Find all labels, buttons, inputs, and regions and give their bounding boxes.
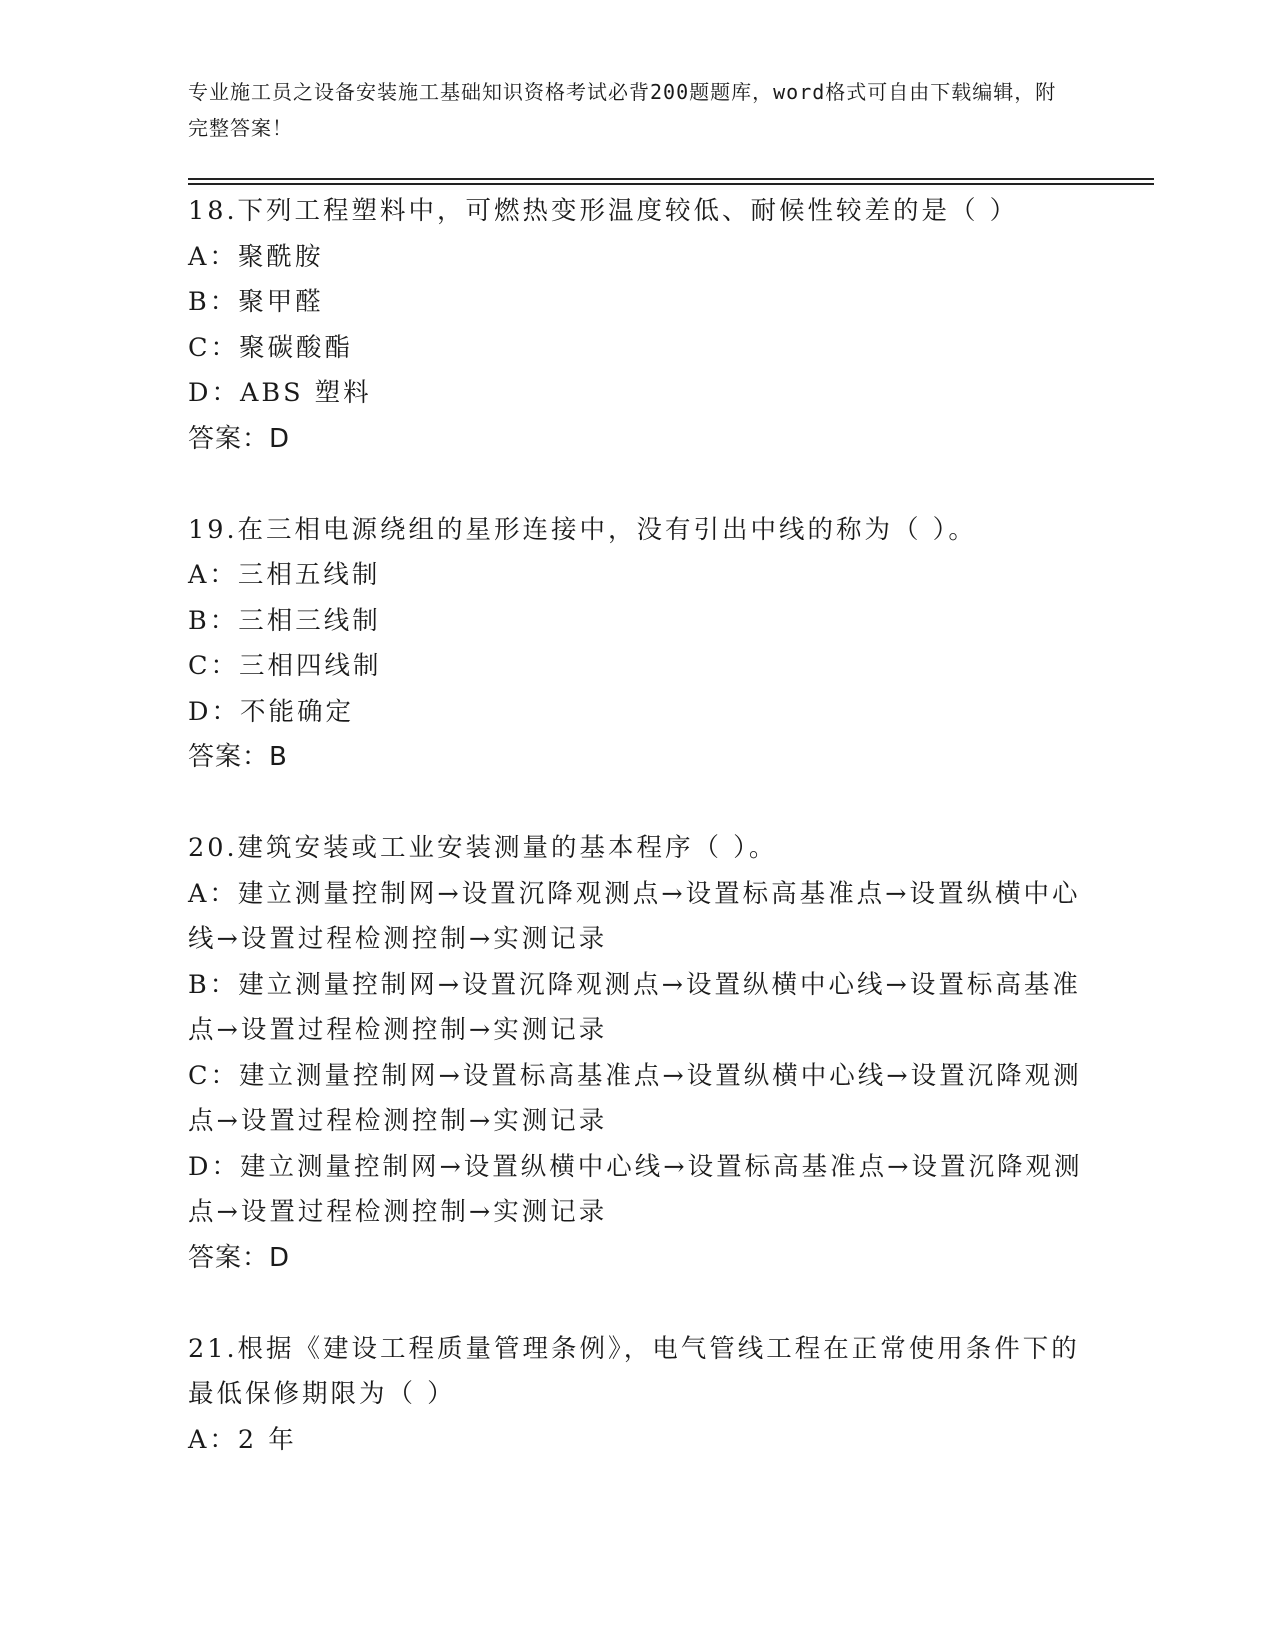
option-c: C：聚碳酸酯 bbox=[188, 332, 354, 363]
answer: 答案：B bbox=[188, 742, 288, 772]
option-a: A：聚酰胺 bbox=[188, 241, 324, 272]
question-stem: 21.根据《建设工程质量管理条例》，电气管线工程在正常使用条件下的最低保修期限为（ ） bbox=[188, 1333, 1080, 1409]
document-header: 专业施工员之设备安装施工基础知识资格考试必背200题题库，word格式可自由下载编辑，附完整答案！ bbox=[188, 80, 1057, 140]
answer: 答案：D bbox=[188, 1242, 291, 1273]
question-19 bbox=[188, 508, 1088, 781]
option-b: B：建立测量控制网→设置沉降观测点→设置纵横中心线→设置标高基准点→设置过程检测控制→实测记录 bbox=[188, 969, 1081, 1045]
option-d: D：不能确定 bbox=[188, 696, 354, 727]
question-21 bbox=[188, 1327, 1088, 1464]
option-d: D：建立测量控制网→设置纵横中心线→设置标高基准点→设置沉降观测点→设置过程检测控制→实测记录 bbox=[188, 1151, 1083, 1227]
answer: 答案：D bbox=[188, 423, 291, 454]
option-a: A：三相五线制 bbox=[188, 560, 381, 590]
question-stem: 20.建筑安装或工业安装测量的基本程序（ ）。 bbox=[188, 833, 778, 863]
question-list bbox=[188, 189, 1088, 1463]
question-stem: 19.在三相电源绕组的星形连接中，没有引出中线的称为（ ）。 bbox=[188, 514, 977, 545]
option-c: C：三相四线制 bbox=[188, 651, 382, 681]
option-b: B：聚甲醛 bbox=[188, 287, 324, 317]
option-c: C：建立测量控制网→设置标高基准点→设置纵横中心线→设置沉降观测点→设置过程检测控制→实测记录 bbox=[188, 1060, 1082, 1136]
option-d: D：ABS 塑料 bbox=[188, 378, 372, 408]
option-a: A：2 年 bbox=[188, 1424, 297, 1455]
option-b: B：三相三线制 bbox=[188, 605, 381, 636]
question-stem: 18.下列工程塑料中，可燃热变形温度较低、耐候性较差的是（ ） bbox=[188, 196, 1019, 226]
question-18 bbox=[188, 189, 1088, 462]
header-divider-top bbox=[188, 178, 1154, 180]
header-divider-bottom bbox=[188, 183, 1154, 185]
option-a: A：建立测量控制网→设置沉降观测点→设置标高基准点→设置纵横中心线→设置过程检测控制→实测记录 bbox=[188, 878, 1081, 954]
question-20 bbox=[188, 826, 1088, 1281]
